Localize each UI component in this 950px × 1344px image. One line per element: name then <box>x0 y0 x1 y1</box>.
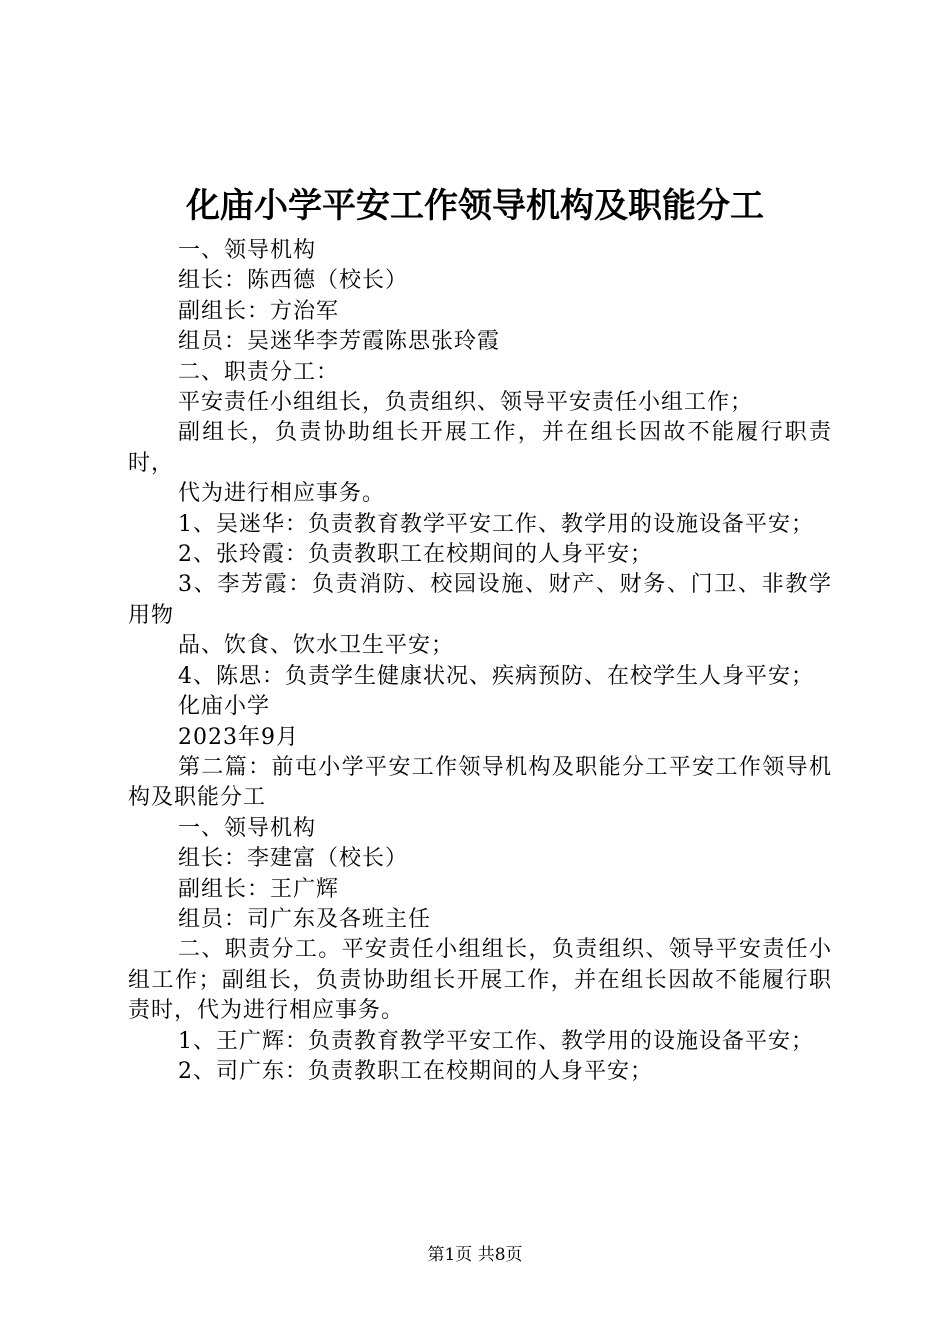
paragraph: 第二篇：前屯小学平安工作领导机构及职能分工平安工作领导机构及职能分工 <box>128 754 832 811</box>
paragraph: 副组长：方治军 <box>178 298 340 324</box>
paragraph: 2、司广东：负责教职工在校期间的人身平安； <box>178 1058 653 1084</box>
paragraph: 一、领导机构 <box>178 238 317 263</box>
paragraph: 化庙小学 <box>178 694 271 720</box>
document-body <box>128 236 832 1087</box>
paragraph: 组员：吴迷华李芳霞陈思张玲霞 <box>178 329 501 355</box>
page-footer: 第1页 共8页 <box>427 1245 523 1265</box>
paragraph: 平安责任小组组长，负责组织、领导平安责任小组工作； <box>178 390 754 416</box>
document-title: 化庙小学平安工作领导机构及职能分工 <box>186 186 764 226</box>
paragraph: 副组长，负责协助组长开展工作，并在组长因故不能履行职责时， <box>128 420 832 476</box>
paragraph: 4、陈思：负责学生健康状况、疾病预防、在校学生人身平安； <box>178 663 814 689</box>
paragraph: 2、张玲霞：负责教职工在校期间的人身平安； <box>178 542 653 568</box>
paragraph: 2023年9月 <box>178 724 299 750</box>
paragraph: 副组长：王广辉 <box>178 876 340 902</box>
paragraph: 代为进行相应事务。 <box>178 481 386 507</box>
paragraph: 1、吴迷华：负责教育教学平安工作、教学用的设施设备平安； <box>178 511 814 537</box>
paragraph: 组长：陈西德（校长） <box>178 268 409 294</box>
paragraph: 3、李芳霞：负责消防、校园设施、财产、财务、门卫、非教学用物 <box>128 572 832 628</box>
paragraph: 组员：司广东及各班主任 <box>178 906 432 932</box>
paragraph: 二、职责分工。平安责任小组组长，负责组织、领导平安责任小组工作；副组长，负责协助组长开展工作，并在组长因故不能履行职责时，代为进行相应事务。 <box>128 937 832 1024</box>
paragraph: 品、饮食、饮水卫生平安； <box>178 633 455 659</box>
paragraph: 组长：李建富（校长） <box>178 846 409 872</box>
paragraph: 二、职责分工： <box>178 359 340 385</box>
paragraph: 一、领导机构 <box>178 815 317 841</box>
paragraph: 1、王广辉：负责教育教学平安工作、教学用的设施设备平安； <box>178 1028 814 1054</box>
